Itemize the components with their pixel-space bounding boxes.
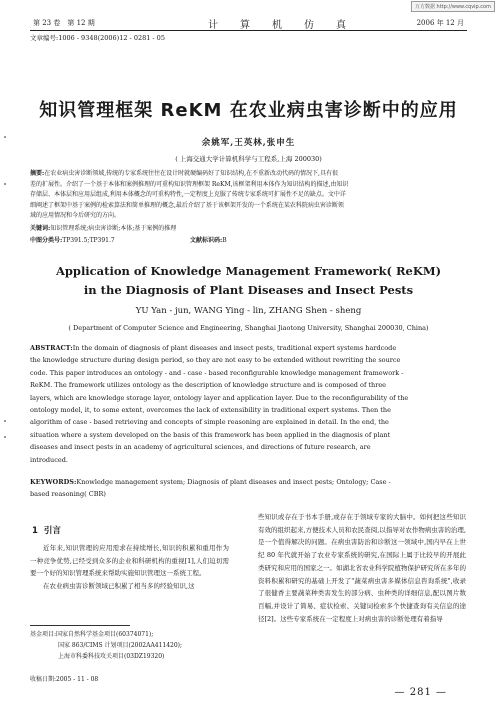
chinese-abstract bbox=[30, 169, 467, 222]
funding-footnote bbox=[30, 629, 182, 663]
english-abstract-line: situation where a system developed on the basis of this framework has been applied in the diagnosis of plant bbox=[30, 430, 391, 439]
section-title: 引言 bbox=[43, 526, 61, 536]
chinese-abstract-line: 存储层、本体层和应用层组成,利用本体概念的可重构特性,一定程度上克服了传统专家系统可扩展性不足的缺点。文中详 bbox=[30, 191, 346, 199]
section-number: 1 bbox=[32, 526, 38, 536]
body-paragraph: 在农业病虫害诊断领域已积累了相当多的经验知识,这 bbox=[43, 582, 195, 591]
watermark-stamp: 万方数据 http://www.cqvip.com bbox=[411, 1, 495, 12]
running-header bbox=[30, 16, 467, 31]
chinese-title: 知识管理框架 ReKM 在农业病虫害诊断中的应用 bbox=[39, 100, 458, 121]
english-title-line: Application of Knowledge Management Framework( ReKM) bbox=[55, 264, 442, 278]
funding-line: 基金项目:国家自然科学基金项目(60374071); bbox=[30, 631, 154, 638]
scan-speck bbox=[4, 420, 6, 422]
chinese-keywords-label: 关键词: bbox=[30, 225, 51, 232]
right-column-body bbox=[258, 511, 466, 625]
chinese-abstract-line: 细阐述了框架中基于案例的检索算法和简单推理的概念,最后介绍了基于该框架开发的一个系统在某农科院病虫害诊断领 bbox=[30, 201, 344, 209]
english-title-line: in the Diagnosis of Plant Diseases and Insect Pests bbox=[83, 283, 414, 297]
classification-value: TP391.5;TP391.7 bbox=[62, 237, 115, 244]
scan-speck bbox=[4, 183, 6, 185]
scan-speck bbox=[4, 136, 6, 138]
chinese-authors: 余姚军,王英林,张申生 bbox=[201, 138, 296, 148]
chinese-abstract-line: 差的扩展性。介绍了一个基于本体和案例推理的可重构知识管理框架 ReKM,该框架利用本体作为知识结构的描述,由知识 bbox=[30, 180, 349, 188]
page-number: — 281 — bbox=[394, 687, 447, 698]
english-keywords-label: KEYWORDS: bbox=[30, 478, 77, 486]
english-abstract-line: introduced. bbox=[30, 455, 68, 464]
issue-date: 2006 年 12 月 bbox=[416, 19, 464, 27]
body-paragraph: 近年来,知识管理的应用需求在持续增长,知识的积累和重用作为一种竞争优势,已经受到众多的企业和科研机构的重视[1],人们迫切需要一个好的知识管理系统来帮助实施知识管理这一系统工程。 bbox=[30, 544, 229, 578]
english-abstract-line: ReKM. The framework utilizes ontology as the description of knowledge structure and is composed of three bbox=[30, 381, 387, 390]
chinese-abstract-line: 在农业病虫害诊断领域,传统的专家系统往往在设计时就硬编码好了知识结构,在不重新改动代码的情况下,具有很 bbox=[44, 170, 338, 177]
document-code-label: 文献标识码: bbox=[190, 237, 223, 244]
english-abstract-line: the knowledge structure during design period, so they are not easy to be extended without rewriting the source bbox=[30, 356, 401, 365]
english-affiliation: ( Department of Computer Science and Engineering, Shanghai Jiaotong University, Shanghai 200030, China) bbox=[68, 324, 429, 332]
body-paragraph: 些知识或存在于书本手册,或存在于领域专家的大脑中。如何把这些知识有效的组织起来,方便技术人员和农民查阅,以指导对农作物病虫害的治理,是一个值得解决的问题。在病虫害防治和诊断这一领域中,国内早在上世纪 80 年代就开始了农业专家系统的研究,在国际上属于比较早的开展此类研究和应用的国家之一。如湖北省农业科学院植物保护研究所在多年的资料积累和研究的基础上开发了"蔬菜病虫害多媒体信息咨询系统",收录了很健香主要蔬菜种类害发生的部分病、虫种类的详细信息,配以图片数百幅,并设计了简易、症状检索、关键词检索多个快捷查询有关信息的途径[2]。这些专家系统在一定程度上对病虫害的诊断处理有着指导 bbox=[258, 513, 466, 623]
volume-issue: 第 23 卷 第 12 期 bbox=[33, 19, 95, 27]
chinese-affiliation: ( 上海交通大学计算机科学与工程系,上海 200030) bbox=[175, 155, 322, 163]
english-keywords-line: Knowledge management system; Diagnosis of plant diseases and insect pests; Ontology; Case - bbox=[76, 478, 391, 486]
english-abstract-line: layers, which are knowledge storage layer, ontology layer and application layer. Due to the reconfigurability of the bbox=[30, 393, 409, 402]
left-column-body bbox=[30, 542, 229, 593]
classification-number bbox=[30, 235, 115, 244]
english-keywords-line: based reasoning( CBR) bbox=[30, 490, 106, 499]
chinese-abstract-line: 域的应用情况和今后研究的方向。 bbox=[30, 212, 121, 220]
english-abstract-line: diseases and insect pests in an academy of agricultural sciences, and directions of future research, are bbox=[30, 443, 371, 452]
english-abstract-line: ontology model, it, to some extent, overcomes the lack of extensibility in traditional expert systems. Then the bbox=[30, 406, 391, 415]
document-code bbox=[190, 235, 227, 244]
chinese-keywords-text: 知识管理系统;病虫害诊断;本体;基于案例的推理 bbox=[50, 225, 177, 232]
section-heading bbox=[32, 524, 61, 536]
received-date: 收稿日期:2005 - 11 - 08 bbox=[30, 676, 99, 683]
funding-line: 国家 863/CIMS 计划项目(2002AA411420); bbox=[58, 642, 183, 650]
journal-title: 计算机仿真 bbox=[208, 20, 368, 31]
english-title bbox=[0, 262, 497, 300]
scan-speck bbox=[4, 436, 6, 438]
english-abstract-line: algorithm of case - based retrieving and concepts of simple reasoning are explained in detail. In the end, the bbox=[30, 418, 389, 427]
article-number: 文章编号:1006 - 9348(2006)12 - 0281 - 05 bbox=[30, 34, 165, 42]
english-keywords bbox=[30, 476, 467, 501]
funding-line: 上海市科委科技攻关项目(03DZ19320) bbox=[58, 653, 165, 661]
english-authors: YU Yan - jun, WANG Ying - lin, ZHANG Shen - sheng bbox=[135, 306, 362, 316]
english-abstract-line: In the domain of diagnosis of plant diseases and insect pests, traditional expert systems hardcode bbox=[72, 344, 397, 352]
english-abstract-line: code. This paper introduces an ontology - and - case - based reconfigurable knowledge management framework - bbox=[30, 368, 404, 377]
footnote-divider bbox=[30, 625, 130, 626]
chinese-keywords bbox=[30, 223, 176, 232]
classification-label: 中图分类号: bbox=[30, 237, 63, 244]
english-abstract-label: ABSTRACT: bbox=[30, 344, 73, 352]
english-abstract bbox=[30, 342, 467, 466]
document-code-value: B bbox=[222, 237, 227, 244]
chinese-abstract-label: 摘要: bbox=[30, 170, 45, 177]
